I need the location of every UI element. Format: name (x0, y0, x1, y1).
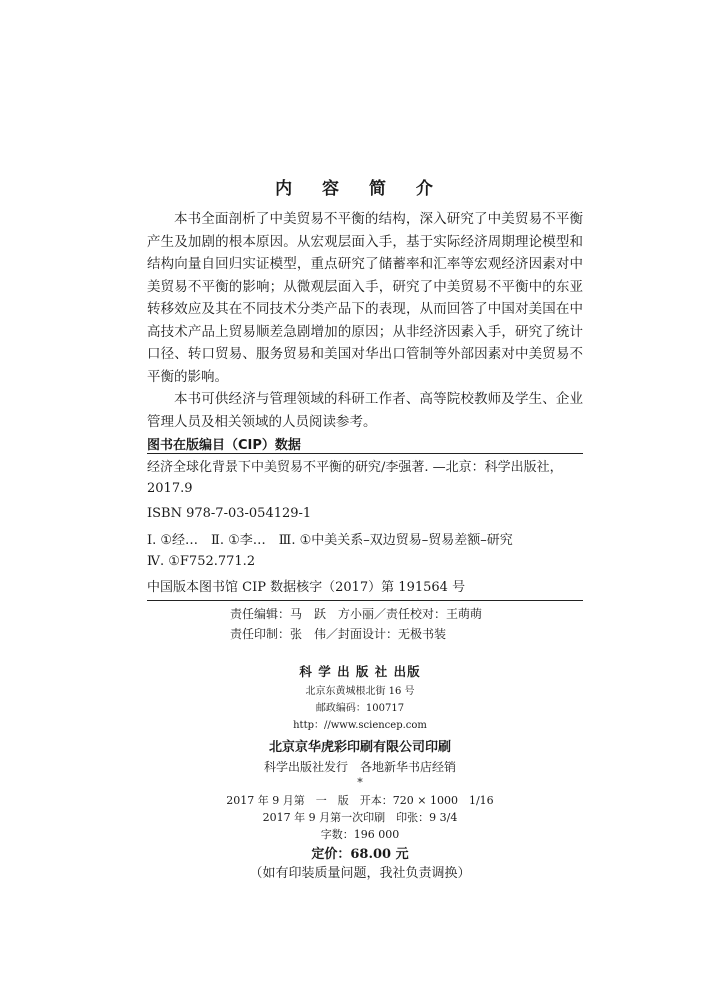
publisher-name: 科 学 出 版 社 出版 (299, 664, 421, 679)
cip-isbn: ISBN 978-7-03-054129-1 (147, 506, 312, 521)
cip-record-number: 中国版本图书馆 CIP 数据核字（2017）第 191564 号 (147, 580, 466, 595)
price: 定价：68.00 元 (311, 847, 409, 862)
cip-bibliographic-text: 经济全球化背景下中美贸易不平衡的研究/李强著. —北京：科学出版社，2017.9 (147, 460, 563, 496)
cip-title: 图书在版编目（CIP）数据 (147, 438, 301, 453)
printer-name: 北京京华虎彩印刷有限公司印刷 (268, 740, 451, 755)
cip-bottom-rule (147, 600, 583, 601)
cip-classification-line-2: Ⅳ. ①F752.771.2 (147, 554, 256, 569)
publisher-postcode: 邮政编码：100717 (315, 703, 405, 714)
credits-line-1: 责任编辑：马 跃 方小丽／责任校对：王萌萌 (230, 607, 483, 621)
word-count: 字数：196 000 (320, 828, 400, 841)
content-summary (147, 208, 583, 433)
publisher-address: 北京东黄城根北街 16 号 (305, 686, 415, 697)
publisher-website: http：//www.sciencep.com (293, 720, 427, 731)
printing-info: 2017 年 9 月第一次印刷 印张：9 3/4 (262, 811, 458, 824)
content-summary-heading: 内 容 简 介 (275, 179, 445, 199)
cip-bibliographic-entry (147, 457, 583, 499)
cip-classification (147, 530, 583, 572)
credits-line-2: 责任印制：张 伟／封面设计：无极书装 (230, 627, 447, 641)
edition-info: 2017 年 9 月第 一 版 开本：720 × 1000 1/16 (226, 794, 494, 807)
separator-asterisk: * (357, 776, 363, 789)
cip-top-rule (147, 453, 583, 454)
cip-classification-line-1: Ⅰ. ①经… Ⅱ. ①李… Ⅲ. ①中美关系–双边贸易–贸易差额–研究 (147, 533, 513, 548)
summary-paragraph-2: 本书可供经济与管理领域的科研工作者、高等院校教师及学生、企业管理人员及相关领域的人员阅读参考。 (147, 391, 583, 430)
distribution-info: 科学出版社发行 各地新华书店经销 (263, 760, 456, 774)
quality-notice: （如有印装质量问题，我社负责调换） (249, 866, 471, 881)
summary-paragraph-1: 本书全面剖析了中美贸易不平衡的结构，深入研究了中美贸易不平衡产生及加剧的根本原因。从宏观层面入手，基于实际经济周期理论模型和结构向量自回归实证模型，重点研究了储蓄率和汇率等宏观经济因素对中美贸易不平衡的影响；从微观层面入手，研究了中美贸易不平衡中的东亚转移效应及其在不同技术分类产品下的表现，从而回答了中国对美国在中高技术产品上贸易顺差急剧增加的原因；从非经济因素入手，研究了统计口径、转口贸易、服务贸易和美国对华出口管制等外部因素对中美贸易不平衡的影响。 (147, 211, 583, 385)
